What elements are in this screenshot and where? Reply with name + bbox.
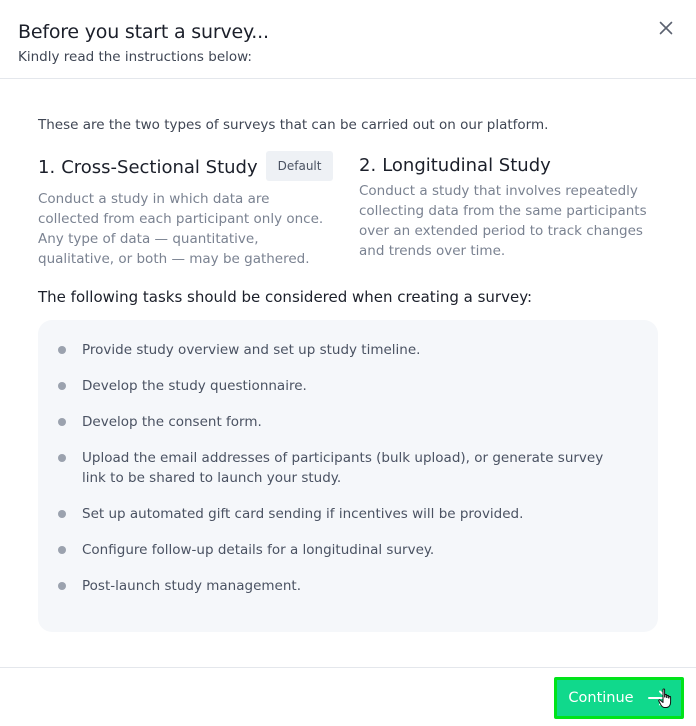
bullet-icon	[58, 418, 66, 426]
continue-label: Continue	[568, 690, 634, 706]
tasks-panel	[38, 320, 658, 632]
survey-type-number: 2.	[359, 154, 377, 176]
survey-type-longitudinal	[359, 152, 649, 261]
survey-type-name: Cross-Sectional Study	[61, 156, 258, 178]
survey-type-description: Conduct a study that involves repeatedly collecting data from the same participants over an extended period to track changes and trends over time.	[359, 183, 647, 259]
task-text: Develop the consent form.	[82, 414, 262, 430]
modal-title: Before you start a survey...	[18, 21, 269, 43]
bullet-icon	[58, 510, 66, 518]
survey-type-cross-sectional	[38, 152, 334, 269]
close-button[interactable]	[656, 18, 676, 38]
survey-type-title	[38, 152, 334, 182]
survey-type-name: Longitudinal Study	[382, 154, 551, 176]
tasks-heading: The following tasks should be considered when creating a survey:	[38, 288, 533, 306]
bullet-icon	[58, 454, 66, 462]
close-icon	[656, 18, 676, 38]
bullet-icon	[58, 582, 66, 590]
task-text: Set up automated gift card sending if incentives will be provided.	[82, 506, 524, 522]
list-item	[58, 448, 628, 488]
task-text: Configure follow-up details for a longitudinal survey.	[82, 542, 435, 558]
task-text: Upload the email addresses of participants (bulk upload), or generate survey link to be shared to launch your study.	[82, 450, 604, 486]
modal-footer	[0, 667, 696, 726]
hand-pointer-icon	[658, 688, 674, 710]
list-item	[58, 376, 628, 396]
list-item	[58, 340, 628, 360]
tasks-list	[58, 340, 628, 612]
bullet-icon	[58, 382, 66, 390]
bullet-icon	[58, 346, 66, 354]
default-badge: Default	[266, 151, 334, 181]
survey-type-description: Conduct a study in which data are collected from each participant only once. Any type of data — quantitative, qualitative, or both — may be gathered.	[38, 191, 324, 267]
task-text: Provide study overview and set up study timeline.	[82, 342, 421, 358]
task-text: Post-launch study management.	[82, 578, 301, 594]
task-text: Develop the study questionnaire.	[82, 378, 307, 394]
modal-header	[0, 0, 696, 79]
bullet-icon	[58, 546, 66, 554]
list-item	[58, 412, 628, 432]
survey-type-number: 1.	[38, 156, 56, 178]
survey-type-title	[359, 152, 649, 178]
intro-text: These are the two types of surveys that can be carried out on our platform.	[38, 117, 549, 133]
list-item	[58, 576, 628, 596]
list-item	[58, 540, 628, 560]
modal-subtitle: Kindly read the instructions below:	[18, 49, 252, 65]
list-item	[58, 504, 628, 524]
